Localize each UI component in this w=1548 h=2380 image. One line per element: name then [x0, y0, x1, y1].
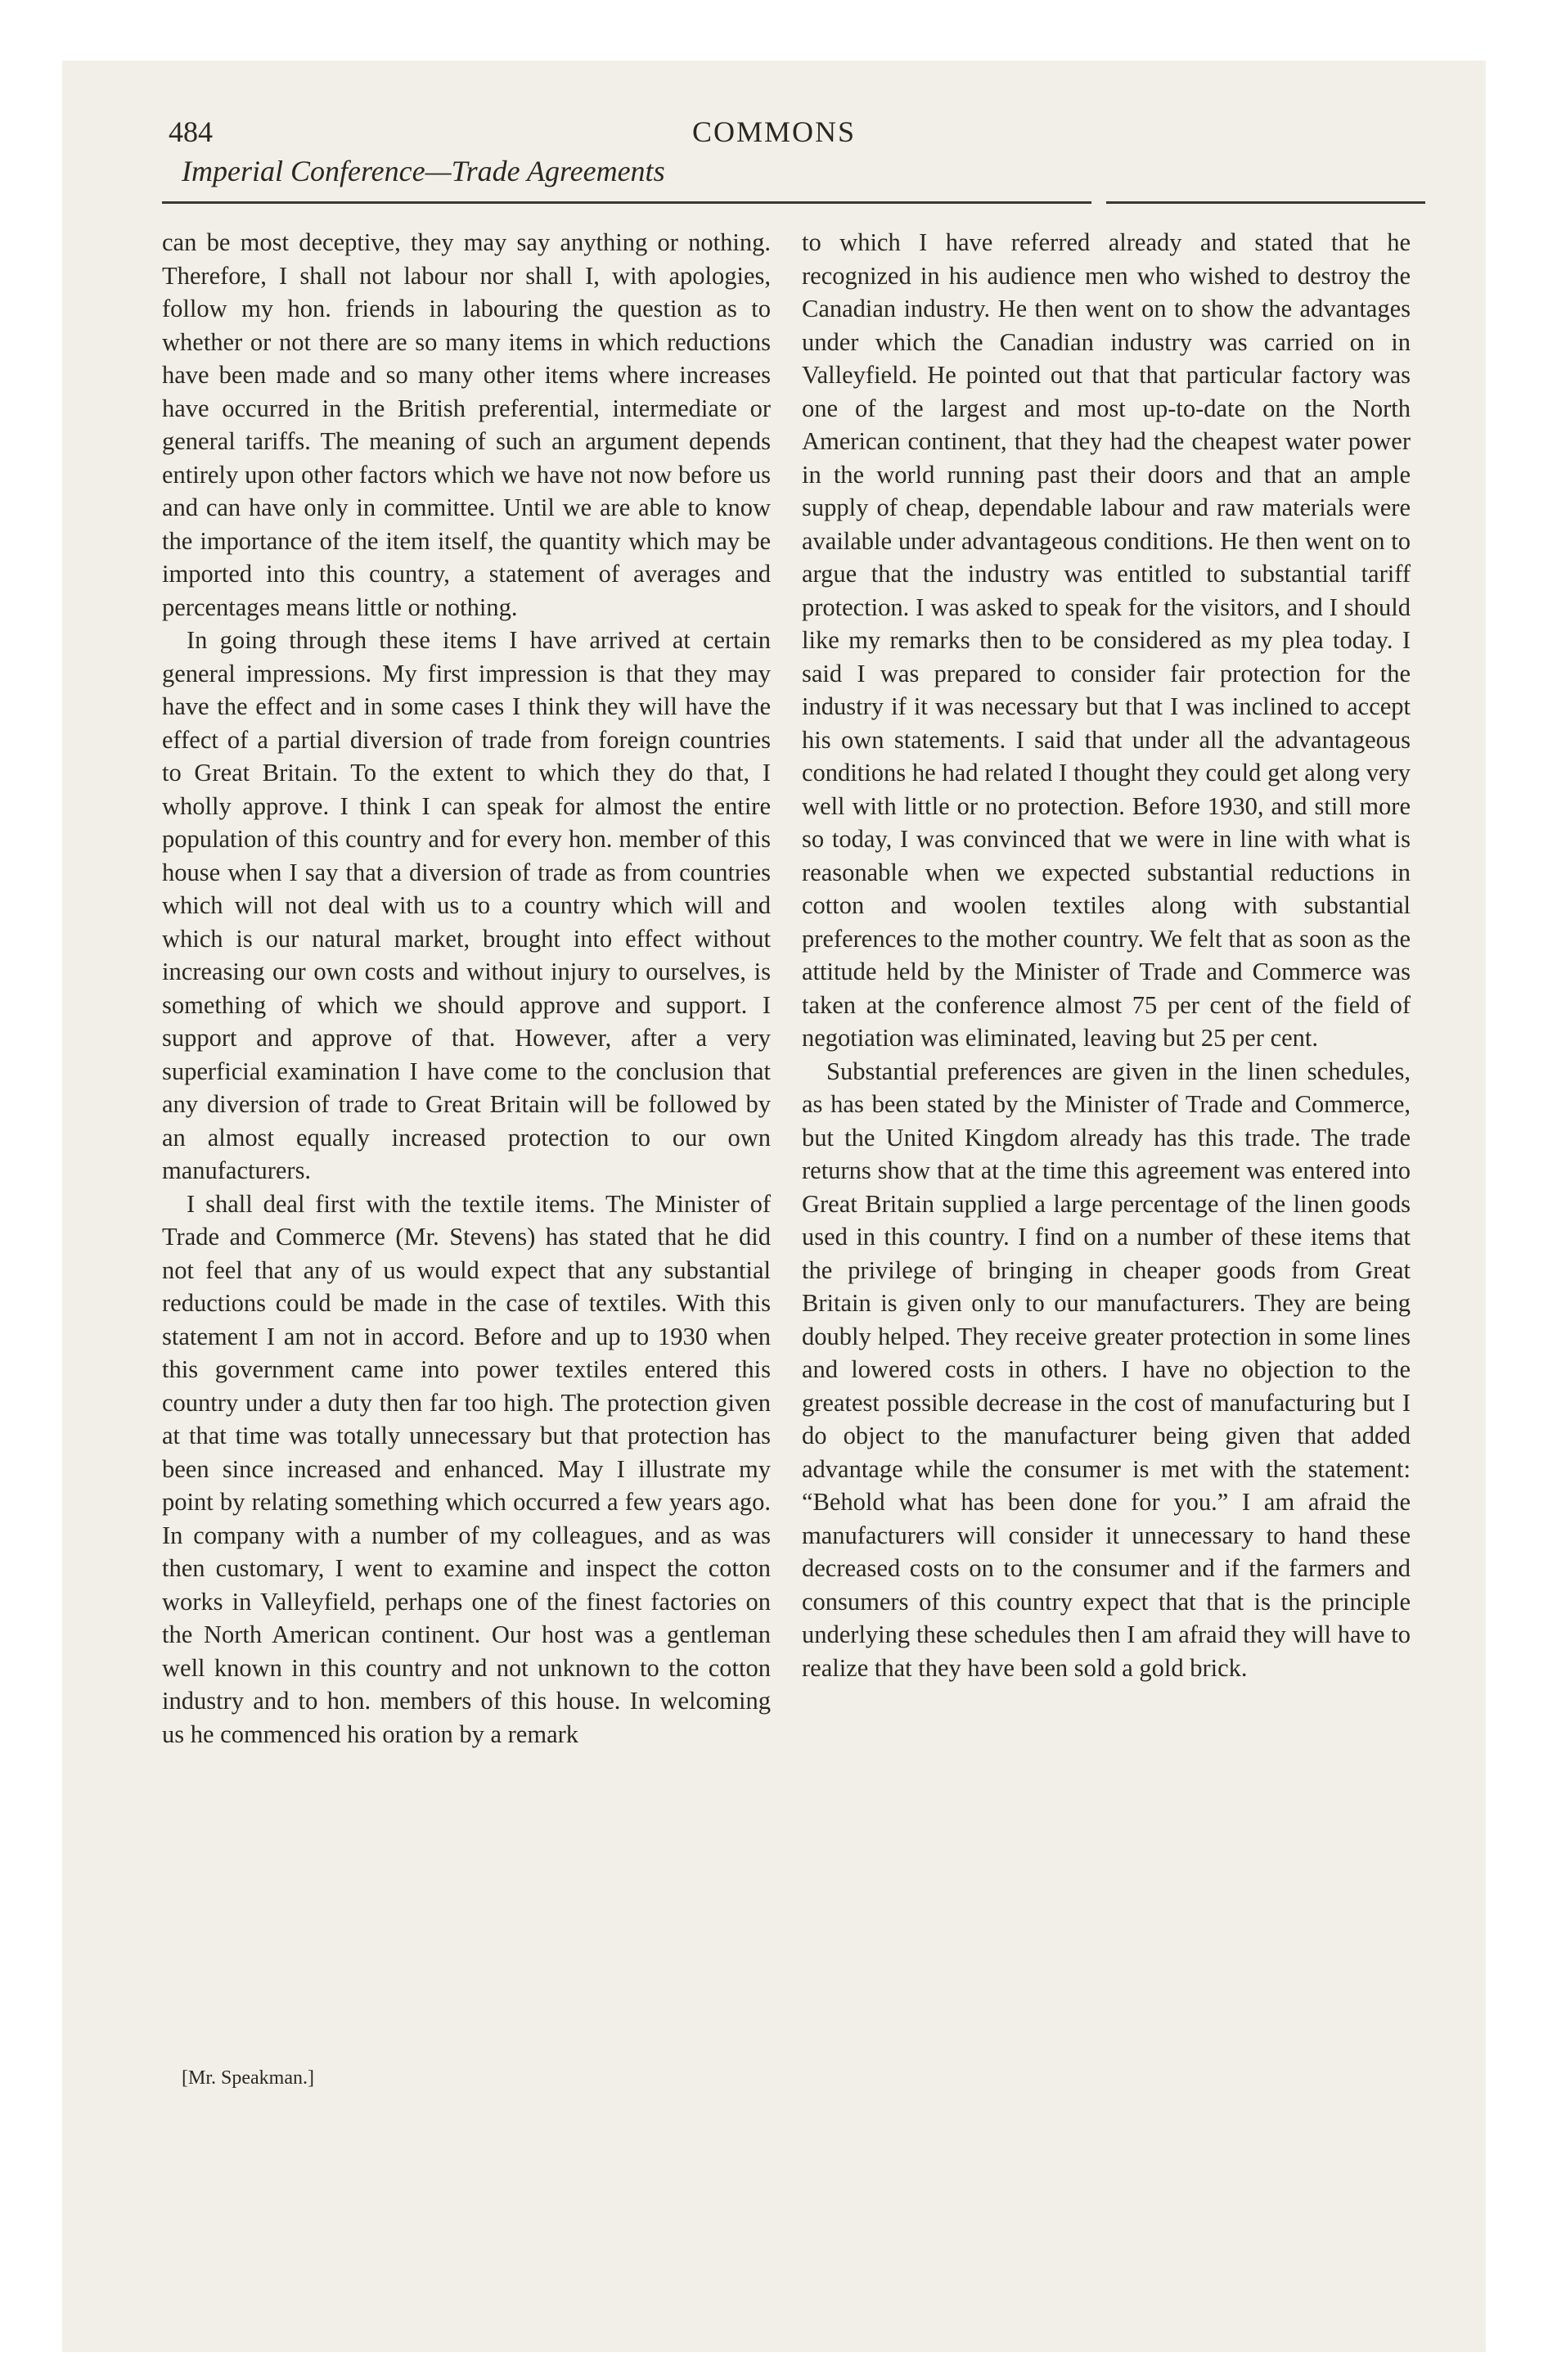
header-rule-left [162, 201, 1091, 204]
left-paragraph-2: In going through these items I have arrived at certain general impressions. My first impression is that they may have the effect and in some cases I think they will have the effect of a partial diversion of trade from foreign countries to Great Britain. To the extent to which they do that, I wholly approve. I think I can speak for almost the entire population of this country and for every hon. member of this house when I say that a diversion of trade as from countries which will not deal with us to a country which will and which is our natural market, brought into effect without increasing our own costs and without injury to ourselves, is something of which we should approve and support. I support and approve of that. However, after a very superficial examination I have come to the conclusion that any diversion of trade to Great Britain will be followed by an almost equally increased protection to our own manufacturers. [162, 626, 771, 1184]
left-paragraph-3: I shall deal first with the textile items. The Minister of Trade and Commerce (Mr. Stevens) has stated that he did not feel that any of us would expect that any substantial reductions could be made in the case of textiles. With this statement I am not in accord. Before and up to 1930 when this government came into power textiles entered this country under a duty then far too high. The protection given at that time was totally unnecessary but that protection has been since increased and enhanced. May I illustrate my point by relating something which occurred a few years ago. In company with a number of my colleagues, and as was then customary, I went to examine and inspect the cotton works in Valleyfield, perhaps one of the finest factories on the North American continent. Our host was a gentleman well known in this country and not unknown to the cotton industry and to hon. members of this house. In welcoming us he commenced his oration by a remark [162, 1189, 771, 1748]
right-column [802, 226, 1411, 1684]
left-column [162, 226, 771, 1751]
left-paragraph-1: can be most deceptive, they may say anything or nothing. Therefore, I shall not labour nor shall I, with apologies, follow my hon. friends in labouring the question as to whether or not there are so many items in which reductions have been made and so many other items where increases have occurred in the British preferential, intermediate or general tariffs. The meaning of such an argument depends entirely upon other factors which we have not now before us and can have only in committee. Until we are able to know the importance of the item itself, the quantity which may be imported into this country, a statement of averages and percentages means little or nothing. [162, 228, 771, 621]
running-head: COMMONS [691, 115, 857, 148]
right-paragraph-2: Substantial preferences are given in the linen schedules, as has been stated by the Minister of Trade and Commerce, but the United Kingdom already has this trade. The trade returns show that at the time this agreement was entered into Great Britain supplied a large percentage of the linen goods used in this country. I find on a number of these items that the privilege of bringing in cheaper goods from Great Britain is given only to our manufacturers. They are being doubly helped. They receive greater protection in some lines and lowered costs in others. I have no objection to the greatest possible decrease in the cost of manufacturing but I do object to the manufacturer being given that added advantage while the consumer is met with the statement: “Behold what has been done for you.” I am afraid the manufacturers will consider it unnecessary to hand these decreased costs on to the consumer and if the farmers and consumers of this country expect that that is the principle underlying these schedules then I am afraid they will have to realize that they have been sold a gold brick. [802, 1057, 1411, 1682]
right-paragraph-1: to which I have referred already and stated that he recognized in his audience men who wished to destroy the Canadian industry. He then went on to show the advantages under which the Canadian industry was carried on in Valleyfield. He pointed out that that particular factory was one of the largest and most up-to-date on the North American continent, that they had the cheapest water power in the world running past their doors and that an ample supply of cheap, dependable labour and raw materials were available under advantageous conditions. He then went on to argue that the industry was entitled to substantial tariff protection. I was asked to speak for the visitors, and I should like my remarks then to be considered as my plea today. I said I was prepared to consider fair protection for the industry if it was necessary but that I was inclined to accept his own statements. I said that under all the advantageous conditions he had related I thought they could get along very well with little or no protection. Before 1930, and still more so today, I was convinced that we were in line with what is reasonable when we expected substantial reductions in cotton and woolen textiles along with substantial preferences to the mother country. We felt that as soon as the attitude held by the Minister of Trade and Commerce was taken at the conference almost 75 per cent of the field of negotiation was eliminated, leaving but 25 per cent. [802, 228, 1411, 1052]
speaker-footer: [Mr. Speakman.] [182, 2067, 314, 2089]
header-rule-right [1106, 201, 1425, 204]
subject-heading: Imperial Conference—Trade Agreements [182, 155, 665, 187]
page-number: 484 [169, 115, 213, 148]
